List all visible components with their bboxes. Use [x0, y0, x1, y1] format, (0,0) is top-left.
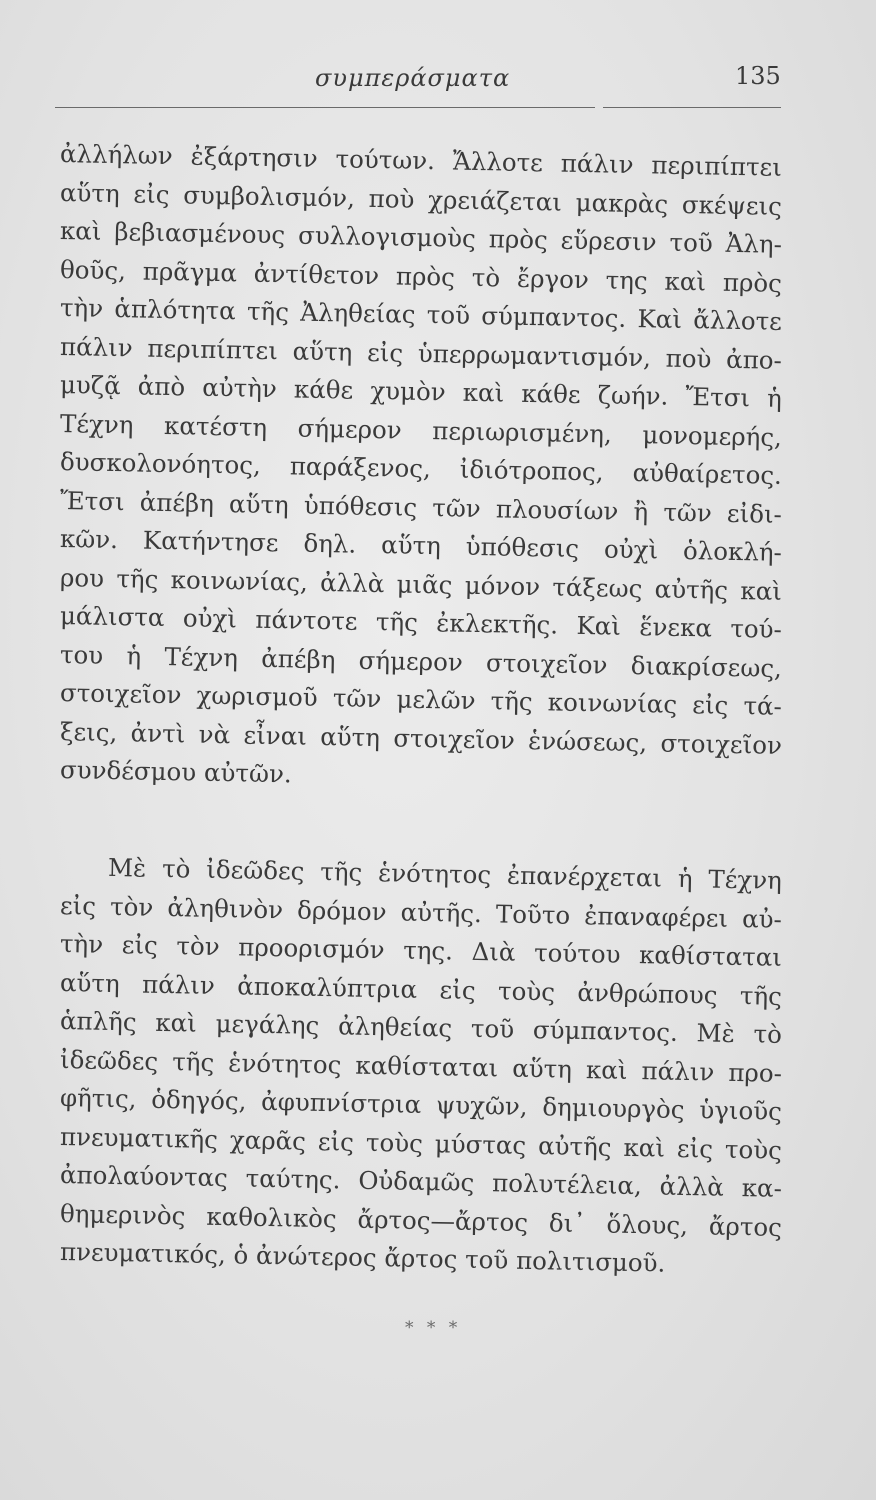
paragraph-1: [60, 135, 800, 790]
text-line: κῶν. Κατήντησε δηλ. αὕτη ὑπόθεσις οὐχὶ ὁλοκλή-: [59, 524, 783, 567]
header-rule: [603, 107, 781, 108]
text-line: Τέχνη κατέστη σήμερον περιωρισμένη, μονομερής,: [59, 408, 783, 452]
text-line: Μὲ τὸ ἰδεῶδες τῆς ἑνότητος ἐπανέρχεται ἡ Τέχνη: [107, 852, 783, 895]
text-line: ξεις, ἀντὶ νὰ εἶναι αὕτη στοιχεῖον ἑνώσεως, στοιχεῖον: [59, 716, 783, 760]
text-line: θοῦς, πρᾶγμα ἀντίθετον πρὸς τὸ ἔργον της καὶ πρὸς: [59, 254, 783, 298]
text-line: καὶ βεβιασμένους συλλογισμοὺς πρὸς εὕρεσιν τοῦ Ἀλη-: [59, 216, 783, 259]
text-line: μάλιστα οὐχὶ πάντοτε τῆς ἐκλεκτῆς. Καὶ ἕνεκα τού-: [59, 601, 783, 644]
text-line: θημερινὸς καθολικὸς ἄρτος—ἄρτος δι᾽ ὅλους, ἄρτος: [59, 1198, 783, 1242]
running-head: [55, 60, 795, 112]
header-rule: [55, 107, 595, 108]
text-line: τὴν εἰς τὸν προορισμόν της. Διὰ τούτου καθίσταται: [59, 929, 783, 972]
text-line: πάλιν περιπίπτει αὕτη εἰς ὑπερρωμαντισμόν, ποὺ ἀπο-: [59, 331, 783, 375]
text-line: μυζᾷ ἀπὸ αὐτὴν κάθε χυμὸν καὶ κάθε ζωήν. Ἔτσι ἡ: [59, 370, 783, 413]
text-line: ἀπολαύοντας ταύτης. Οὐδαμῶς πολυτέλεια, ἀλλὰ κα-: [59, 1160, 783, 1203]
running-title: συμπεράσματα: [315, 64, 511, 92]
text-line: ἀλλήλων ἐξάρτησιν τούτων. Ἄλλοτε πάλιν περιπίπτει: [59, 139, 783, 182]
page-number: 135: [735, 62, 781, 90]
section-break-asterism: * * *: [405, 1318, 462, 1338]
text-line: πνευματικός, ὁ ἀνώτερος ἄρτος τοῦ πολιτισμοῦ.: [59, 1237, 666, 1278]
text-line: Ἔτσι ἀπέβη αὕτη ὑπόθεσις τῶν πλουσίων ἢ τῶν εἰδι-: [59, 485, 783, 529]
paragraph-2: [59, 848, 800, 1278]
text-line: δυσκολονόητος, παράξενος, ἰδιότροπος, αὐθαίρετος.: [59, 447, 783, 490]
text-line: συνδέσμου αὐτῶν.: [59, 755, 292, 789]
text-line: τὴν ἁπλότητα τῆς Ἀληθείας τοῦ σύμπαντος. Καὶ ἄλλοτε: [59, 293, 783, 336]
text-line: ρου τῆς κοινωνίας, ἀλλὰ μιᾶς μόνον τάξεως αὐτῆς καὶ: [59, 562, 783, 606]
text-line: στοιχεῖον χωρισμοῦ τῶν μελῶν τῆς κοινωνίας εἰς τά-: [59, 678, 783, 721]
text-line: πνευματικῆς χαρᾶς εἰς τοὺς μύστας αὐτῆς καὶ εἰς τοὺς: [59, 1121, 783, 1165]
text-line: φῆτις, ὁδηγός, ἀφυπνίστρια ψυχῶν, δημιουργὸς ὑγιοῦς: [59, 1083, 783, 1126]
text-line: ἁπλῆς καὶ μεγάλης ἀληθείας τοῦ σύμπαντος. Μὲ τὸ: [59, 1006, 783, 1049]
text-line: αὕτη εἰς συμβολισμόν, ποὺ χρειάζεται μακρὰς σκέψεις: [59, 177, 783, 221]
text-line: αὕτη πάλιν ἀποκαλύπτρια εἰς τοὺς ἀνθρώπους τῆς: [59, 967, 783, 1011]
text-line: εἰς τὸν ἀληθινὸν δρόμον αὐτῆς. Τοῦτο ἐπαναφέρει αὐ-: [59, 890, 783, 934]
text-line: ἰδεῶδες τῆς ἑνότητος καθίσταται αὕτη καὶ πάλιν προ-: [59, 1044, 783, 1088]
text-line: του ἡ Τέχνη ἀπέβη σήμερον στοιχεῖον διακρίσεως,: [59, 639, 783, 683]
